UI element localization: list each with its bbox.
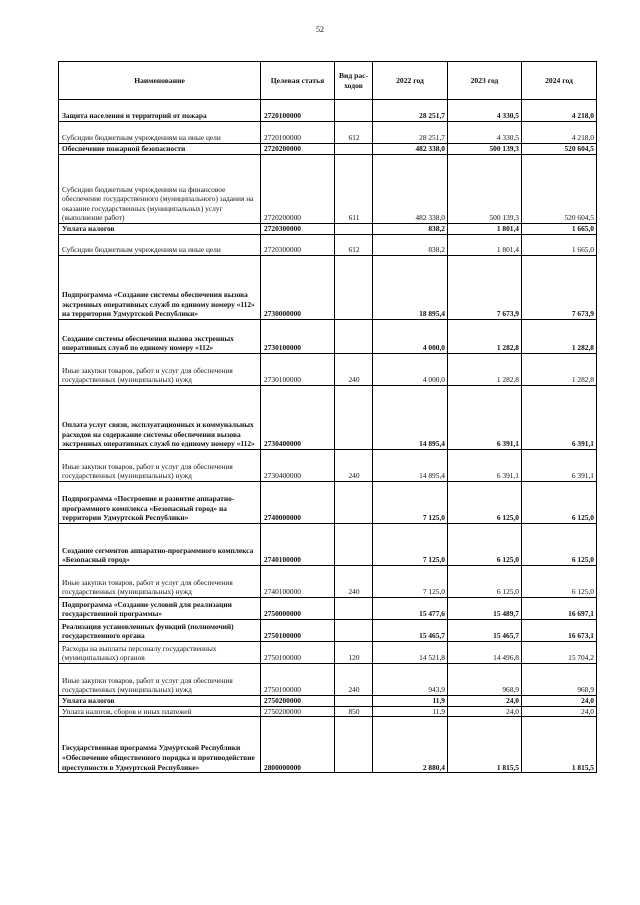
row-value-2024: 520 604,5: [522, 144, 597, 155]
table-header-row: [59, 62, 597, 100]
row-expense-type: [335, 386, 373, 450]
row-value-2022: 4 000,0: [373, 320, 448, 354]
row-name: Субсидии бюджетным учреждениям на иные цели: [59, 122, 261, 144]
table-row: [59, 696, 597, 707]
row-expense-type: [335, 256, 373, 320]
row-value-2024: 1 815,5: [522, 717, 597, 773]
row-name: Государственная программа Удмуртской Республики «Обеспечение общественного порядка и противодействие преступности в Удмуртской Республике»: [59, 717, 261, 773]
row-value-2022: 7 125,0: [373, 566, 448, 598]
row-expense-type: 612: [335, 122, 373, 144]
row-expense-type: 240: [335, 664, 373, 696]
row-expense-type: [335, 482, 373, 524]
row-target-code: 2720100000: [261, 100, 335, 122]
row-expense-type: 240: [335, 450, 373, 482]
row-expense-type: 850: [335, 706, 373, 717]
row-target-code: 2720300000: [261, 235, 335, 256]
table-row: [59, 155, 597, 224]
table-row: [59, 354, 597, 386]
row-name: Защита населения и территорий от пожара: [59, 100, 261, 122]
table-row: [59, 320, 597, 354]
row-expense-type: [335, 620, 373, 642]
row-value-2023: 6 391,1: [448, 386, 522, 450]
row-value-2023: 4 330,5: [448, 100, 522, 122]
row-value-2022: 7 125,0: [373, 524, 448, 566]
row-value-2023: 1 801,4: [448, 235, 522, 256]
row-expense-type: [335, 224, 373, 235]
row-name: Иные закупки товаров, работ и услуг для обеспечения государственных (муниципальных) нужд: [59, 566, 261, 598]
row-value-2023: 14 496,8: [448, 642, 522, 664]
row-value-2023: 15 489,7: [448, 598, 522, 620]
row-value-2023: 6 125,0: [448, 524, 522, 566]
row-value-2022: 838,2: [373, 224, 448, 235]
row-value-2024: 24,0: [522, 696, 597, 707]
header-target: Целевая статья: [261, 62, 335, 100]
row-value-2024: 6 125,0: [522, 566, 597, 598]
row-name: Уплата налогов: [59, 696, 261, 707]
row-target-code: 2730000000: [261, 256, 335, 320]
row-value-2024: 6 125,0: [522, 524, 597, 566]
row-expense-type: [335, 524, 373, 566]
row-value-2022: 2 880,4: [373, 717, 448, 773]
row-value-2022: 14 895,4: [373, 450, 448, 482]
row-value-2023: 1 282,8: [448, 354, 522, 386]
header-2022: 2022 год: [373, 62, 448, 100]
row-name: Иные закупки товаров, работ и услуг для обеспечения государственных (муниципальных) нужд: [59, 354, 261, 386]
row-value-2023: 1 801,4: [448, 224, 522, 235]
row-name: Подпрограмма «Создание системы обеспечения вызова экстренных оперативных служб по единому номеру «112» на территории Удмуртской Республики»: [59, 256, 261, 320]
row-target-code: 2730100000: [261, 354, 335, 386]
row-value-2024: 6 391,1: [522, 386, 597, 450]
row-value-2023: 1 282,8: [448, 320, 522, 354]
row-expense-type: 611: [335, 155, 373, 224]
row-target-code: 2720100000: [261, 122, 335, 144]
row-value-2024: 6 391,1: [522, 450, 597, 482]
row-name: Оплата услуг связи, эксплуатационных и коммунальных расходов на содержание системы обеспечения вызова экстренных оперативных служб по единому номеру «112»: [59, 386, 261, 450]
table-row: [59, 122, 597, 144]
row-value-2024: 16 697,1: [522, 598, 597, 620]
row-value-2023: 24,0: [448, 696, 522, 707]
row-name: Обеспечение пожарной безопасности: [59, 144, 261, 155]
row-target-code: 2750100000: [261, 664, 335, 696]
table-body: [59, 100, 597, 773]
row-value-2023: 1 815,5: [448, 717, 522, 773]
row-value-2022: 4 000,0: [373, 354, 448, 386]
row-value-2022: 15 477,6: [373, 598, 448, 620]
row-value-2022: 18 895,4: [373, 256, 448, 320]
row-value-2022: 943,9: [373, 664, 448, 696]
table-row: [59, 235, 597, 256]
row-value-2022: 11,9: [373, 696, 448, 707]
row-target-code: 2740000000: [261, 482, 335, 524]
row-name: Иные закупки товаров, работ и услуг для обеспечения государственных (муниципальных) нужд: [59, 450, 261, 482]
row-expense-type: [335, 320, 373, 354]
table-row: [59, 224, 597, 235]
row-name: Расходы на выплаты персоналу государственных (муниципальных) органов: [59, 642, 261, 664]
table-row: [59, 598, 597, 620]
row-target-code: 2730400000: [261, 386, 335, 450]
row-value-2024: 4 218,0: [522, 100, 597, 122]
row-value-2022: 15 465,7: [373, 620, 448, 642]
table-row: [59, 717, 597, 773]
header-2023: 2023 год: [448, 62, 522, 100]
row-target-code: 2750100000: [261, 642, 335, 664]
row-expense-type: 120: [335, 642, 373, 664]
row-value-2024: 968,9: [522, 664, 597, 696]
row-expense-type: 240: [335, 354, 373, 386]
row-value-2023: 500 139,3: [448, 155, 522, 224]
row-value-2022: 7 125,0: [373, 482, 448, 524]
row-value-2024: 16 673,1: [522, 620, 597, 642]
row-target-code: 2750000000: [261, 598, 335, 620]
row-value-2024: 6 125,0: [522, 482, 597, 524]
row-name: Уплата налогов, сборов и иных платежей: [59, 706, 261, 717]
row-value-2023: 500 139,3: [448, 144, 522, 155]
row-value-2022: 482 338,0: [373, 144, 448, 155]
page-number: 52: [316, 25, 324, 34]
row-value-2022: 11,9: [373, 706, 448, 717]
table-row: [59, 524, 597, 566]
row-value-2022: 482 338,0: [373, 155, 448, 224]
row-value-2024: 1 282,8: [522, 320, 597, 354]
table-row: [59, 664, 597, 696]
row-value-2024: 520 604,5: [522, 155, 597, 224]
row-expense-type: [335, 100, 373, 122]
row-target-code: 2750200000: [261, 706, 335, 717]
row-name: Создание сегментов аппаратно-программного комплекса «Безопасный город»: [59, 524, 261, 566]
row-name: Подпрограмма «Создание условий для реализации государственной программы»: [59, 598, 261, 620]
row-target-code: 2720200000: [261, 155, 335, 224]
row-value-2024: 4 218,0: [522, 122, 597, 144]
row-expense-type: 612: [335, 235, 373, 256]
row-value-2023: 6 125,0: [448, 566, 522, 598]
row-value-2024: 24,0: [522, 706, 597, 717]
table-row: [59, 706, 597, 717]
row-value-2023: 6 391,1: [448, 450, 522, 482]
row-value-2024: 7 673,9: [522, 256, 597, 320]
table-row: [59, 386, 597, 450]
row-name: Субсидии бюджетным учреждениям на иные цели: [59, 235, 261, 256]
row-value-2023: 15 465,7: [448, 620, 522, 642]
table-row: [59, 100, 597, 122]
row-name: Реализация установленных функций (полномочий) государственного органа: [59, 620, 261, 642]
row-value-2023: 6 125,0: [448, 482, 522, 524]
row-expense-type: 240: [335, 566, 373, 598]
row-target-code: 2730400000: [261, 450, 335, 482]
table-row: [59, 566, 597, 598]
row-value-2023: 7 673,9: [448, 256, 522, 320]
row-name: Уплата налогов: [59, 224, 261, 235]
row-value-2023: 24,0: [448, 706, 522, 717]
row-target-code: 2740100000: [261, 524, 335, 566]
row-target-code: 2720300000: [261, 224, 335, 235]
row-value-2022: 28 251,7: [373, 122, 448, 144]
row-target-code: 2750100000: [261, 620, 335, 642]
header-name: Наименование: [59, 62, 261, 100]
row-value-2023: 4 330,5: [448, 122, 522, 144]
row-value-2022: 14 895,4: [373, 386, 448, 450]
budget-table: [58, 61, 597, 773]
row-value-2022: 28 251,7: [373, 100, 448, 122]
row-expense-type: [335, 144, 373, 155]
row-value-2022: 838,2: [373, 235, 448, 256]
row-expense-type: [335, 598, 373, 620]
table-row: [59, 620, 597, 642]
row-value-2022: 14 521,8: [373, 642, 448, 664]
row-value-2024: 1 282,8: [522, 354, 597, 386]
row-value-2024: 15 704,2: [522, 642, 597, 664]
table-row: [59, 450, 597, 482]
table-row: [59, 256, 597, 320]
row-target-code: 2730100000: [261, 320, 335, 354]
row-target-code: 2740100000: [261, 566, 335, 598]
row-name: Создание системы обеспечения вызова экстренных оперативных служб по единому номеру «112»: [59, 320, 261, 354]
header-2024: 2024 год: [522, 62, 597, 100]
row-expense-type: [335, 717, 373, 773]
table-row: [59, 642, 597, 664]
row-name: Субсидии бюджетным учреждениям на финансовое обеспечение государственного (муниципального) задания на оказание государственных (муниципальных) услуг (выполнение работ): [59, 155, 261, 224]
table-row: [59, 482, 597, 524]
row-target-code: 2800000000: [261, 717, 335, 773]
header-expense-type: Вид рас-ходов: [335, 62, 373, 100]
row-name: Подпрограмма «Построение и развитие аппаратно-программного комплекса «Безопасный город» на территории Удмуртской Республики»: [59, 482, 261, 524]
row-value-2023: 968,9: [448, 664, 522, 696]
row-value-2024: 1 665,0: [522, 224, 597, 235]
row-target-code: 2750200000: [261, 696, 335, 707]
row-name: Иные закупки товаров, работ и услуг для обеспечения государственных (муниципальных) нужд: [59, 664, 261, 696]
row-value-2024: 1 665,0: [522, 235, 597, 256]
row-target-code: 2720200000: [261, 144, 335, 155]
table-row: [59, 144, 597, 155]
row-expense-type: [335, 696, 373, 707]
